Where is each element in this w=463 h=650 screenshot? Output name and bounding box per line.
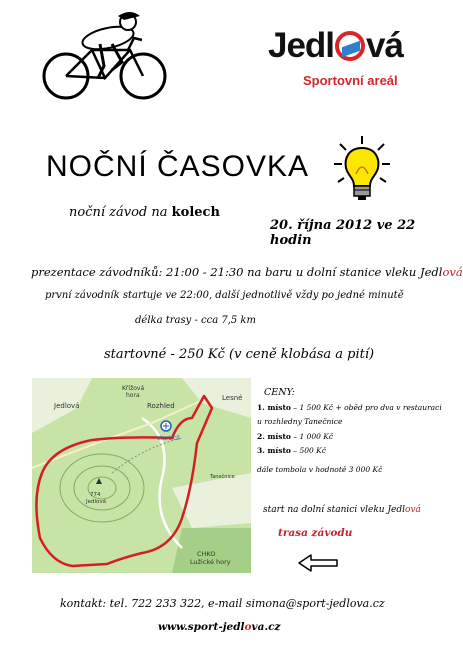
start-note-b: ová	[405, 505, 421, 515]
logo-o-icon	[335, 31, 365, 61]
map-label-krizova-2: hora	[126, 392, 140, 399]
registration-text: 21:00 - 21:30 na baru u dolní stanice vleku	[166, 265, 417, 279]
website-link[interactable]	[158, 621, 280, 633]
logo-text-a: Jedl	[268, 26, 335, 65]
logo-subtitle: Sportovní areál	[303, 73, 398, 88]
logo	[268, 28, 403, 63]
place-a: Jedl	[420, 265, 443, 279]
map-label-jedlova: Jedlová	[54, 402, 80, 410]
route-label: trasa závodu	[278, 527, 353, 539]
map-label-krizova: Křížová	[122, 385, 145, 392]
website-part-b: o	[244, 621, 252, 633]
website-part-c: va.cz	[251, 621, 281, 633]
map-label-chko: CHKO	[197, 550, 216, 558]
prize-3-text: – 500 Kč	[290, 446, 326, 455]
logo-text-b: vá	[366, 26, 403, 65]
prize-3-place: 3. místo	[257, 446, 291, 455]
arrow-left-icon	[297, 553, 339, 573]
map-label-start: start/cíl	[157, 435, 180, 442]
registration-label: prezentace závodníků:	[31, 265, 163, 279]
map-label-peak: 774	[90, 492, 101, 498]
prize-1	[257, 401, 442, 430]
map-label-lesne: Lesné	[222, 394, 243, 402]
map-label-chko-2: Lužické hory	[190, 558, 231, 566]
entry-fee-line: startovné - 250 Kč (v ceně klobása a pití)	[104, 347, 375, 362]
event-subtitle	[69, 205, 220, 220]
subtitle-prefix: noční závod na	[69, 205, 168, 220]
registration-line	[31, 265, 463, 279]
start-note	[263, 505, 421, 515]
prize-2	[257, 430, 442, 445]
prizes-title: CENY:	[264, 387, 295, 398]
cyclist-illustration	[40, 10, 170, 106]
prize-2-text: – 1 000 Kč	[290, 431, 334, 441]
prize-3	[257, 444, 442, 459]
map-label-tanecnice: Tanečnice	[210, 474, 235, 480]
place-b: ová	[442, 265, 463, 279]
track-length-line: délka trasy - cca 7,5 km	[135, 315, 256, 326]
prizes-box	[257, 386, 442, 477]
map-label-peak-2: Jedlová	[86, 499, 107, 505]
event-title: NOČNÍ ČASOVKA	[46, 150, 310, 183]
contact-line: kontakt: tel. 722 233 322, e-mail simona@sport-jedlova.cz	[60, 597, 385, 610]
map-label-rozhled: Rozhled	[147, 402, 175, 410]
light-bulb-icon	[332, 134, 392, 204]
event-date: 20. října 2012 ve 22 hodin	[270, 218, 416, 248]
subtitle-bold: kolech	[171, 205, 220, 220]
prize-1-text: – 1 500 Kč + oběd pro dva v restauraci u rozhledny Tanečnice	[257, 402, 442, 426]
prize-2-place: 2. místo	[257, 431, 291, 441]
website-part-a: www.sport-jedl	[158, 621, 245, 633]
start-note-a: start na dolní stanici vleku Jedl	[263, 505, 406, 515]
prize-1-place: 1. místo	[257, 402, 291, 412]
route-map	[32, 378, 251, 573]
tombola-line: dále tombola v hodnotě 3 000 Kč	[257, 464, 383, 474]
first-rider-line: první závodník startuje ve 22:00, další jednotlivě vždy po jedné minutě	[45, 290, 404, 301]
